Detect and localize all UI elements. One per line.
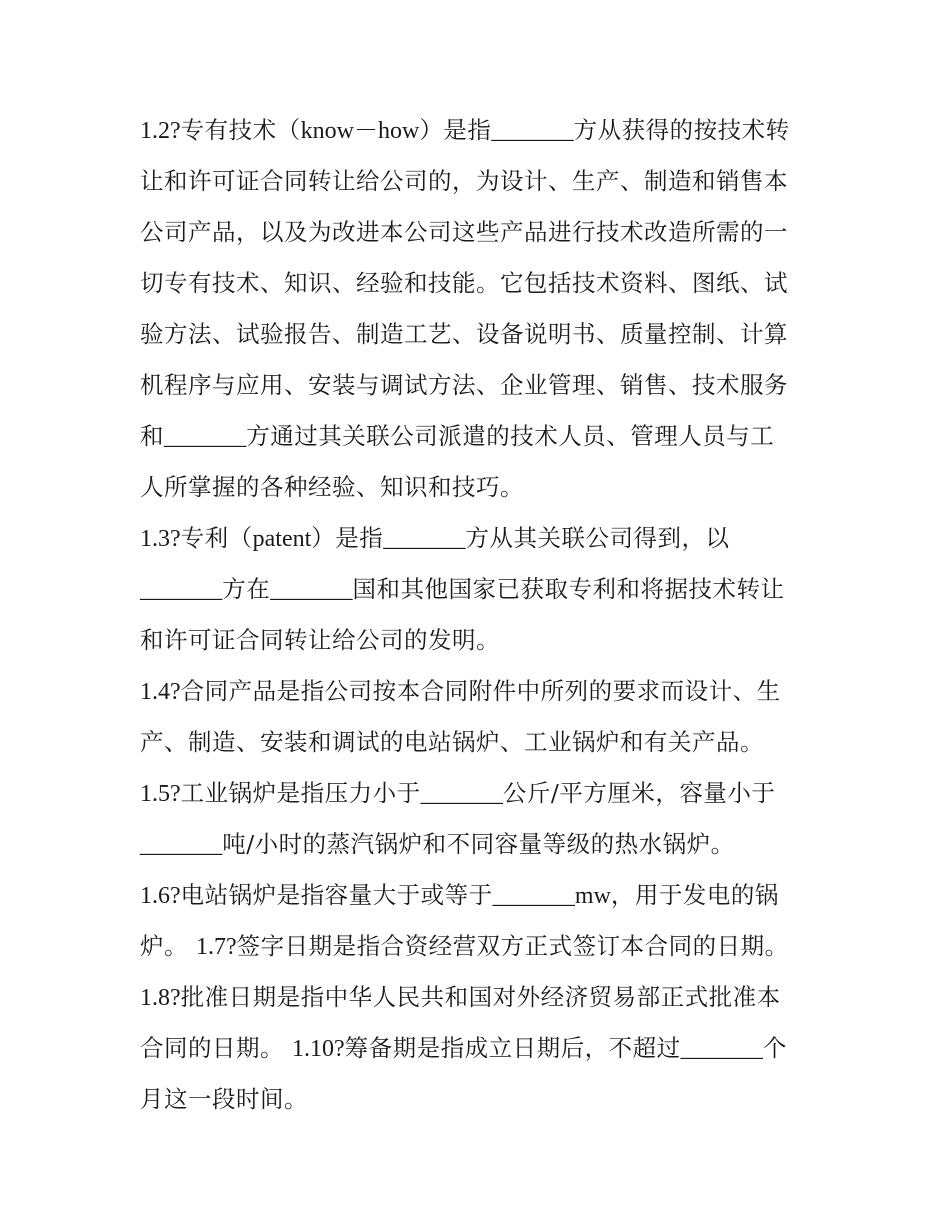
text-segment: ）是指 xyxy=(311,524,384,552)
text-segment: 让和许可证合同转让给公司的，为设计、生产、制造和销售本 xyxy=(140,167,788,195)
clause-number: 1.10? xyxy=(291,1036,345,1062)
text-segment: 吨/小时的蒸汽锅炉和不同容量等级的热水锅炉。 xyxy=(222,830,735,858)
text-segment: 方通过其关联公司派遣的技术人员、管理人员与工 xyxy=(246,422,775,450)
fill-blank: _______ xyxy=(140,832,223,858)
fill-blank: _______ xyxy=(420,781,503,807)
text-segment: ）是指 xyxy=(419,116,492,144)
text-segment: ，用于发电的锅 xyxy=(610,881,779,909)
clause-number: 1.4? xyxy=(140,679,181,705)
text-line xyxy=(140,666,830,717)
text-line xyxy=(140,207,830,258)
text-line xyxy=(140,870,830,921)
text-segment: 方在 xyxy=(222,575,271,603)
text-segment: 公斤/平方厘米，容量小于 xyxy=(502,779,776,807)
fill-blank: _______ xyxy=(270,577,353,603)
text-segment: 验方法、试验报告、制造工艺、设备说明书、质量控制、计算 xyxy=(140,320,788,348)
text-line xyxy=(140,258,830,309)
text-line xyxy=(140,564,830,615)
text-segment: 工业锅炉是指压力小于 xyxy=(180,779,421,807)
text-segment: 产、制造、安装和调试的电站锅炉、工业锅炉和有关产品。 xyxy=(140,728,764,756)
text-segment: 公司产品，以及为改进本公司这些产品进行技术改造所需的一 xyxy=(140,218,788,246)
fill-blank: _______ xyxy=(491,118,574,144)
text-line xyxy=(140,513,830,564)
text-segment: 机程序与应用、安装与调试方法、企业管理、销售、技术服务 xyxy=(140,371,788,399)
text-segment: 批准日期是指中华人民共和国对外经济贸易部正式批准本 xyxy=(180,983,781,1011)
term-english: patent xyxy=(252,526,312,552)
clause-number: 1.5? xyxy=(140,781,181,807)
text-line xyxy=(140,105,830,156)
text-segment: 国和其他国家已获取专利和将据技术转让 xyxy=(352,575,785,603)
fill-blank: _______ xyxy=(680,1036,763,1062)
text-segment: 专有技术（ xyxy=(180,116,301,144)
text-line xyxy=(140,819,830,870)
text-segment: 方从获得的按技术转 xyxy=(573,116,790,144)
text-segment: 月这一段时间。 xyxy=(140,1085,308,1113)
fill-blank: _______ xyxy=(492,883,575,909)
text-segment: 和许可证合同转让给公司的发明。 xyxy=(140,626,500,654)
fill-blank: _______ xyxy=(383,526,466,552)
text-line xyxy=(140,360,830,411)
text-segment: 和 xyxy=(140,422,164,450)
text-line xyxy=(140,309,830,360)
text-segment: 方从其关联公司得到，以 xyxy=(465,524,730,552)
text-segment: 签字日期是指合资经营双方正式签订本合同的日期。 xyxy=(236,932,789,960)
fill-blank: _______ xyxy=(140,577,223,603)
text-line xyxy=(140,972,830,1023)
text-segment: 专利（ xyxy=(180,524,253,552)
text-line xyxy=(140,1023,830,1074)
text-line xyxy=(140,462,830,513)
text-line xyxy=(140,717,830,768)
text-line xyxy=(140,1074,830,1125)
clause-number: 1.3? xyxy=(140,526,181,552)
text-segment: 切专有技术、知识、经验和技能。它包括技术资料、图纸、试 xyxy=(140,269,788,297)
clause-number: 1.2? xyxy=(140,118,181,144)
text-line xyxy=(140,411,830,462)
term-english: know－how xyxy=(300,118,420,144)
clause-number: 1.6? xyxy=(140,883,181,909)
text-segment: 电站锅炉是指容量大于或等于 xyxy=(180,881,493,909)
text-segment: 合同产品是指公司按本合同附件中所列的要求而设计、生 xyxy=(180,677,781,705)
text-line xyxy=(140,615,830,666)
text-line xyxy=(140,921,830,972)
text-segment: 人所掌握的各种经验、知识和技巧。 xyxy=(140,473,524,501)
unit-text: mw xyxy=(574,883,611,909)
text-segment: 合同的日期。 xyxy=(140,1034,292,1062)
text-segment: 筹备期是指成立日期后，不超过 xyxy=(344,1034,681,1062)
text-line xyxy=(140,768,830,819)
text-line xyxy=(140,156,830,207)
clause-number: 1.8? xyxy=(140,985,181,1011)
document-body xyxy=(140,105,830,1125)
text-segment: 个 xyxy=(762,1034,787,1062)
fill-blank: _______ xyxy=(164,424,247,450)
text-segment: 炉。 xyxy=(140,932,196,960)
clause-number: 1.7? xyxy=(195,934,237,960)
